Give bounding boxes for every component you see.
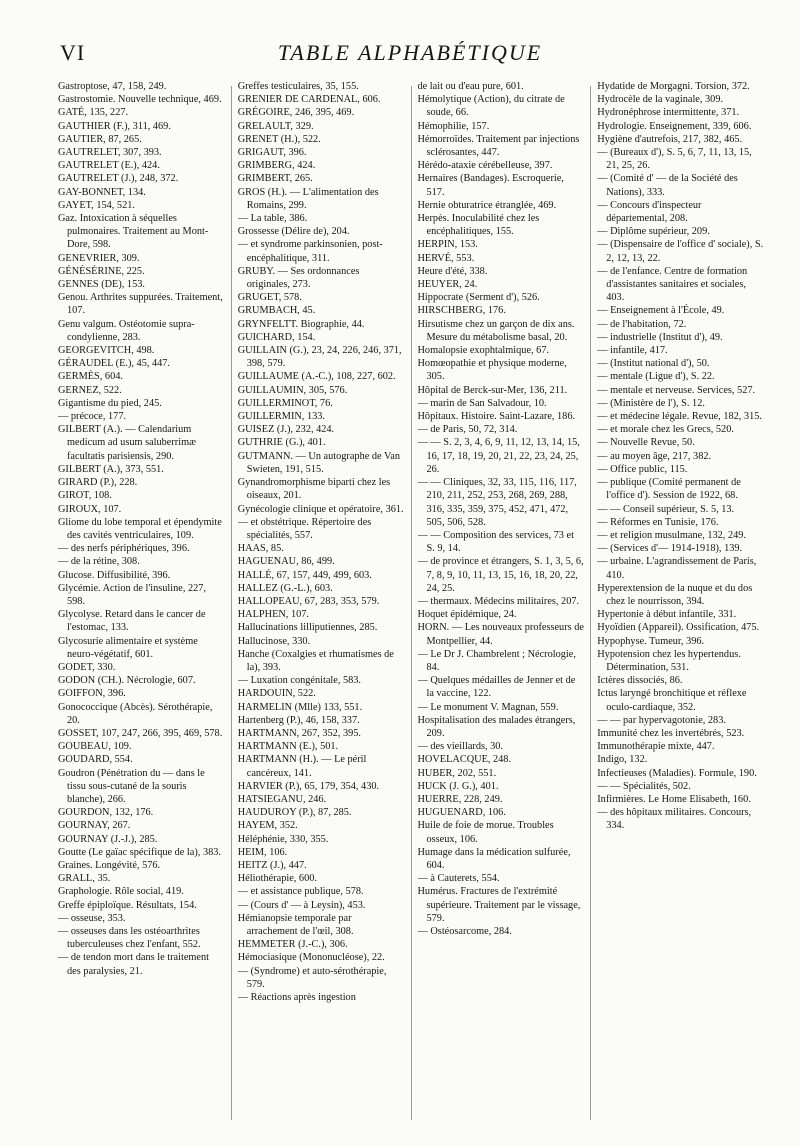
column-divider: [590, 86, 591, 1120]
index-entry: HERVÉ, 553.: [417, 252, 475, 264]
index-entry: Gastrostomie. Nouvelle technique, 469.: [58, 94, 222, 106]
index-entry: — des nerfs périphériques, 396.: [58, 543, 190, 555]
index-entry: Greffes testiculaires, 35, 155.: [237, 81, 359, 92]
index-entry: HUCK (J. G.), 401.: [417, 780, 499, 792]
index-entry: GIRARD (P.), 228.: [58, 477, 138, 489]
index-column-1: [58, 80, 225, 1130]
index-entry: GRUBY. — Ses ordonnances originales, 273.: [237, 265, 360, 291]
index-entry: Humérus. Fractures de l'extrémité supérieure. Traitement par le vissage, 579.: [417, 886, 581, 924]
index-entry: — Nouvelle Revue, 50.: [597, 437, 695, 449]
index-entry: Infirmières. Le Home Elisabeth, 160.: [597, 793, 751, 805]
index-entry: — Diplôme supérieur, 209.: [597, 226, 710, 238]
index-entry: Hérédo-ataxie cérébelleuse, 397.: [417, 160, 553, 172]
index-entry: HARTMANN, 267, 352, 395.: [237, 727, 361, 739]
index-entry: GOSSET, 107, 247, 266, 395, 469, 578.: [58, 727, 223, 739]
index-entry: — publique (Comité permanent de l'office d'). Session de 1922, 68.: [597, 477, 741, 502]
index-entry: GERMÈS, 604.: [58, 371, 123, 383]
index-entry: — des vieillards, 30.: [417, 741, 504, 753]
index-entry: GUILLERMIN, 133.: [237, 411, 325, 423]
index-entry: HARTMANN (E.), 501.: [237, 741, 339, 753]
index-entry: GUILLAIN (G.), 23, 24, 226, 246, 371, 398, 579.: [237, 345, 402, 370]
index-entry: Hémociasique (Mononucléose), 22.: [237, 952, 385, 964]
index-entry: GUTHRIE (G.), 401.: [237, 437, 326, 449]
index-entry: GOIFFON, 396.: [58, 688, 126, 700]
index-entry: — (Institut national d'), 50.: [597, 358, 710, 370]
index-entry: GOURNAY (J.-J.), 285.: [58, 833, 158, 845]
index-entry: — infantile, 417.: [597, 345, 668, 357]
index-entry: — de l'habitation, 72.: [597, 318, 687, 330]
index-entry: GUILLAUMIN, 305, 576.: [237, 384, 348, 396]
index-entry: Gliome du lobe temporal et épendymite des cavités ventriculaires, 109.: [58, 516, 222, 541]
index-entry: — — Conseil supérieur, S. 5, 13.: [597, 503, 735, 515]
index-entry: HAAS, 85.: [237, 543, 284, 555]
index-entry: — au moyen âge, 217, 382.: [597, 450, 712, 462]
index-entry: HEIM, 106.: [237, 846, 288, 858]
index-entry: — mentale et nerveuse. Services, 527.: [597, 384, 756, 396]
index-entry: Heure d'été, 338.: [417, 265, 488, 277]
index-entry: — de Paris, 50, 72, 314.: [417, 424, 518, 436]
index-entry: — — Composition des services, 73 et S. 9, 14.: [417, 529, 574, 555]
index-entry: — de l'enfance. Centre de formation d'assistantes sanitaires et sociales, 403.: [597, 265, 748, 304]
index-entry: Hypophyse. Tumeur, 396.: [597, 635, 705, 647]
index-entry: GRUMBACH, 45.: [237, 305, 316, 317]
index-entry: GRUGET, 578.: [237, 292, 302, 304]
index-entry: — marin de San Salvadour, 10.: [417, 397, 547, 409]
index-entry: GAYET, 154, 521.: [58, 199, 135, 211]
index-entry: Hydronéphrose intermittente, 371.: [597, 107, 740, 119]
index-entry: — urbaine. L'agrandissement de Paris, 410.: [597, 556, 757, 581]
index-entry: — (Services d'— 1914-1918), 139.: [597, 543, 743, 555]
index-entry: HAYEM, 352.: [237, 820, 298, 832]
index-entry: — (Comité d' — de la Société des Nations), 333.: [597, 173, 738, 198]
index-entry: Gonococcique (Abcès). Sérothérapie, 20.: [58, 701, 213, 726]
index-entry: Hallucinose, 330.: [237, 635, 311, 647]
index-entry: de lait ou d'eau pure, 601.: [417, 81, 524, 92]
index-entry: Graphologie. Rôle social, 419.: [58, 886, 184, 898]
index-entry: GRELAULT, 329.: [237, 120, 314, 132]
index-entry: Hyperextension de la nuque et du dos chez le nourrisson, 394.: [597, 582, 753, 607]
index-entry: HEMMETER (J.-C.), 306.: [237, 939, 348, 951]
index-entry: GILBERT (A.). — Calendarium medicum ad usum saluberrimæ facultatis parisiensis, 290.: [58, 424, 196, 462]
index-entry: Hémianopsie temporale par arrachement de l'œil, 308.: [237, 912, 354, 937]
index-entry: GÉNÉSÉRINE, 225.: [58, 265, 145, 277]
index-entry: GRENET (H.), 522.: [237, 133, 321, 145]
page-number: VI: [60, 40, 86, 65]
index-entry: — précoce, 177.: [58, 411, 127, 423]
index-entry: GUISEZ (J.), 232, 424.: [237, 424, 335, 436]
index-entry: Hyoïdien (Appareil). Ossification, 475.: [597, 622, 760, 634]
index-entry: — et syndrome parkinsonien, post-encéphalitique, 311.: [237, 239, 383, 264]
index-entry: — et obstétrique. Répertoire des spécialités, 557.: [237, 516, 372, 541]
index-entry: — La table, 386.: [237, 213, 308, 225]
index-entry: HUGUENARD, 106.: [417, 807, 506, 819]
index-entry: Herpès. Inoculabilité chez les encéphalitiques, 155.: [417, 213, 540, 238]
index-entry: GAUTIER, 87, 265.: [58, 133, 142, 145]
index-entry: HALLOPEAU, 67, 283, 353, 579.: [237, 595, 380, 607]
index-entry: Glucose. Diffusibilité, 396.: [58, 569, 171, 581]
index-entry: — osseuses dans les ostéoarthrites tuberculeuses chez l'enfant, 552.: [58, 926, 201, 951]
index-entry: HATSIEGANU, 246.: [237, 793, 327, 805]
page-header: [60, 40, 760, 70]
index-entry: GODET, 330.: [58, 661, 116, 673]
index-entry: — thermaux. Médecins militaires, 207.: [417, 595, 580, 607]
index-entry: HOVELACQUE, 248.: [417, 754, 512, 766]
index-entry: GILBERT (A.), 373, 551.: [58, 463, 164, 475]
index-entry: Héléphénie, 330, 355.: [237, 833, 329, 845]
index-entry: GAY-BONNET, 134.: [58, 186, 146, 198]
index-entry: Hernaires (Bandages). Escroquerie, 517.: [417, 173, 564, 198]
index-entry: Ictus laryngé bronchitique et réflexe oculo-cardiaque, 352.: [597, 688, 747, 713]
index-entry: — et assistance publique, 578.: [237, 886, 364, 898]
index-entry: GRIMBERG, 424.: [237, 160, 316, 172]
index-entry: GEORGEVITCH, 498.: [58, 345, 155, 357]
index-entry: Hanche (Coxalgies et rhumatismes de la), 393.: [237, 648, 394, 673]
index-entry: Hoquet épidémique, 24.: [417, 609, 517, 621]
column-divider: [231, 86, 232, 1120]
index-entry: — et morale chez les Grecs, 520.: [597, 424, 734, 436]
index-entry: GERNEZ, 522.: [58, 384, 122, 396]
index-entry: HALPHEN, 107.: [237, 609, 309, 621]
index-entry: HAGUENAU, 86, 499.: [237, 556, 335, 568]
index-entry: HEUYER, 24.: [417, 279, 478, 291]
index-entry: Grossesse (Délire de), 204.: [237, 226, 350, 238]
index-entry: GOURDON, 132, 176.: [58, 807, 154, 819]
index-entry: Hydatide de Morgagni. Torsion, 372.: [597, 81, 750, 92]
index-entry: — — S. 2, 3, 4, 6, 9, 11, 12, 13, 14, 15, 16, 17, 18, 19, 20, 21, 22, 23, 24, 25, 26.: [417, 437, 580, 475]
index-entry: Hôpitaux. Histoire. Saint-Lazare, 186.: [417, 411, 576, 423]
index-entry: — (Cours d' — à Leysin), 453.: [237, 899, 366, 911]
index-entry: Hémorroïdes. Traitement par injections sclérosantes, 447.: [417, 133, 580, 159]
index-entry: — (Dispensaire de l'office d' sociale), S. 2, 12, 13, 22.: [597, 239, 764, 264]
index-entry: Hémophilie, 157.: [417, 120, 490, 132]
index-entry: GROS (H.). — L'alimentation des Romains, 299.: [237, 186, 379, 211]
index-entry: Hospitalisation des malades étrangers, 209.: [417, 714, 576, 739]
index-entry: — (Syndrome) et auto-sérothérapie, 579.: [237, 965, 387, 990]
index-entry: Hémolytique (Action), du citrate de soude, 66.: [417, 94, 565, 119]
index-entry: GRALL, 35.: [58, 873, 111, 885]
index-entry: Infectieuses (Maladies). Formule, 190.: [597, 767, 757, 779]
index-entry: Homœopathie et physique moderne, 305.: [417, 358, 567, 383]
index-entry: GOUBEAU, 109.: [58, 741, 132, 753]
index-entry: — (Ministère de l'), S. 12.: [597, 397, 705, 409]
index-entry: Hypertonie à début infantile, 331.: [597, 609, 737, 621]
index-entry: Greffe épiploïque. Résultats, 154.: [58, 899, 197, 911]
index-entry: — Enseignement à l'École, 49.: [597, 305, 725, 317]
index-entry: — et religion musulmane, 132, 249.: [597, 529, 746, 541]
index-entry: GIROUX, 107.: [58, 503, 122, 515]
index-entry: GUILLAUME (A.-C.), 108, 227, 602.: [237, 371, 396, 383]
index-entry: GAUTHIER (F.), 311, 469.: [58, 120, 171, 132]
index-entry: GIROT, 108.: [58, 490, 112, 502]
index-entry: GRIMBERT, 265.: [237, 173, 313, 185]
index-entry: Hygiène d'autrefois, 217, 382, 465.: [597, 133, 743, 145]
index-entry: Glycosurie alimentaire et système neuro-végétatif, 601.: [58, 635, 198, 660]
index-entry: HERPIN, 153.: [417, 239, 478, 251]
index-entry: Ictères dissociés, 86.: [597, 675, 683, 687]
index-entry: — Ostéosarcome, 284.: [417, 926, 512, 937]
index-entry: GRIGAUT, 396.: [237, 147, 307, 159]
index-entry: Hallucinations lilliputiennes, 285.: [237, 622, 378, 634]
index-entry: Huile de foie de morue. Troubles osseux, 106.: [417, 820, 554, 845]
index-entry: GRENIER DE CARDENAL, 606.: [237, 94, 381, 106]
index-entry: Hôpital de Berck-sur-Mer, 136, 211.: [417, 384, 568, 396]
index-entry: GENEVRIER, 309.: [58, 252, 140, 264]
index-entry: — osseuse, 353.: [58, 912, 126, 924]
index-entry: GOUDARD, 554.: [58, 754, 133, 766]
index-column-2: [238, 80, 405, 1130]
index-entry: Gigantisme du pied, 245.: [58, 397, 162, 409]
index-entry: Glycolyse. Retard dans le cancer de l'estomac, 133.: [58, 609, 206, 634]
index-entry: GOURNAY, 267.: [58, 820, 131, 832]
index-entry: GRYNFELTT. Biographie, 44.: [237, 318, 365, 330]
index-entry: HUBER, 202, 551.: [417, 767, 497, 779]
index-entry: Gaz. Intoxication à séquelles pulmonaires. Traitement au Mont-Dore, 598.: [58, 213, 209, 251]
index-column-3: [418, 80, 585, 1130]
index-entry: — à Cauterets, 554.: [417, 873, 500, 885]
index-entry: Immunité chez les invertébrés, 523.: [597, 727, 745, 739]
index-entry: HARDOUIN, 522.: [237, 688, 316, 700]
index-entry: HUERRE, 228, 249.: [417, 793, 503, 805]
index-entry: — — Spécialités, 502.: [597, 780, 691, 792]
index-columns: [58, 80, 764, 1130]
column-divider: [411, 86, 412, 1120]
index-entry: — industrielle (Institut d'), 49.: [597, 331, 723, 343]
index-entry: Hirsutisme chez un garçon de dix ans. Mesure du métabolisme basal, 20.: [417, 318, 575, 343]
index-entry: GENNES (DE), 153.: [58, 279, 145, 291]
index-entry: GUICHARD, 154.: [237, 331, 316, 343]
index-entry: — Quelques médailles de Jenner et de la vaccine, 122.: [417, 675, 576, 700]
index-entry: Humage dans la médication sulfurée, 604.: [417, 846, 571, 871]
index-entry: GÉRAUDEL (E.), 45, 447.: [58, 358, 171, 370]
index-entry: GUTMANN. — Un autographe de Van Swieten, 191, 515.: [237, 450, 400, 475]
index-entry: GUILLERMINOT, 76.: [237, 397, 333, 409]
index-entry: Hypotension chez les hypertendus. Détermination, 531.: [597, 648, 741, 673]
index-entry: HARMELIN (Mlle) 133, 551.: [237, 701, 363, 713]
index-entry: Genou. Arthrites suppurées. Traitement, 107.: [58, 292, 223, 317]
index-entry: HIRSCHBERG, 176.: [417, 305, 506, 317]
index-entry: — de tendon mort dans le traitement des paralysies, 21.: [58, 952, 209, 977]
index-entry: — Réformes en Tunisie, 176.: [597, 516, 719, 528]
index-entry: — Le Dr J. Chambrelent ; Nécrologie, 84.: [417, 648, 576, 673]
index-entry: Immunothérapie mixte, 447.: [597, 741, 715, 753]
index-entry: — (Bureaux d'), S. 5, 6, 7, 11, 13, 15, 21, 25, 26.: [597, 147, 752, 172]
index-entry: GAUTRELET (J.), 248, 372.: [58, 173, 179, 185]
index-entry: GODON (CH.). Nécrologie, 607.: [58, 675, 196, 687]
index-entry: Goudron (Pénétration du — dans le tissu sous-cutané de la souris blanche), 266.: [58, 767, 205, 805]
index-entry: — de la rétine, 308.: [58, 556, 140, 568]
page-title: TABLE ALPHABÉTIQUE: [277, 40, 543, 65]
index-entry: Gynécologie clinique et opératoire, 361.: [237, 503, 404, 515]
index-entry: — Le monument V. Magnan, 559.: [417, 701, 559, 713]
index-entry: Hernie obturatrice étranglée, 469.: [417, 199, 557, 211]
index-entry: HALLEZ (G.-L.), 603.: [237, 582, 333, 594]
index-entry: Hydrocèle de la vaginale, 309.: [597, 94, 724, 106]
index-entry: — de province et étrangers, S. 1, 3, 5, 6, 7, 8, 9, 10, 11, 13, 15, 16, 18, 20, 22, 24, 25.: [417, 556, 584, 594]
index-entry: Hartenberg (P.), 46, 158, 337.: [237, 714, 360, 726]
index-entry: Goutte (Le gaïac spécifique de la), 383.: [58, 846, 221, 858]
index-entry: Graines. Longévité, 576.: [58, 859, 161, 871]
index-entry: Glycémie. Action de l'insuline, 227, 598.: [58, 582, 206, 607]
index-entry: — des hôpitaux militaires. Concours, 334.: [597, 807, 752, 832]
index-entry: — Concours d'inspecteur départemental, 208.: [597, 199, 702, 225]
index-entry: Gastroptose, 47, 158, 249.: [58, 81, 167, 92]
index-entry: GATÉ, 135, 227.: [58, 107, 129, 119]
index-entry: HARTMANN (H.). — Le péril cancéreux, 141.: [237, 754, 367, 779]
index-entry: — et médecine légale. Revue, 182, 315.: [597, 411, 762, 423]
index-column-4: [597, 80, 764, 1130]
index-entry: — Office public, 115.: [597, 463, 688, 475]
index-entry: GRÉGOIRE, 246, 395, 469.: [237, 107, 355, 119]
index-entry: Genu valgum. Ostéotomie supra-condylienne, 283.: [58, 318, 195, 343]
index-entry: HALLÉ, 67, 157, 449, 499, 603.: [237, 569, 372, 581]
index-entry: Indigo, 132.: [597, 754, 648, 766]
index-entry: HORN. — Les nouveaux professeurs de Montpellier, 44.: [417, 622, 584, 647]
index-entry: — — Cliniques, 32, 33, 115, 116, 117, 210, 211, 252, 253, 268, 269, 288, 316, 335, 359, 375, 452, 471, 472, 505, 506, 528.: [417, 477, 577, 528]
index-entry: HARVIER (P.), 65, 179, 354, 430.: [237, 780, 380, 792]
index-entry: — — par hypervagotonie, 283.: [597, 714, 726, 726]
index-entry: — Luxation congénitale, 583.: [237, 675, 361, 687]
index-entry: HAUDUROY (P.), 87, 285.: [237, 807, 352, 819]
index-entry: Homalopsie exophtalmique, 67.: [417, 345, 550, 357]
index-entry: Héliothérapie, 600.: [237, 873, 317, 885]
index-entry: Gynandromorphisme biparti chez les oiseaux, 201.: [237, 477, 391, 502]
index-entry: GAUTRELET, 307, 393.: [58, 147, 162, 159]
index-entry: — mentale (Ligue d'), S. 22.: [597, 371, 715, 383]
index-entry: Hippocrate (Serment d'), 526.: [417, 292, 540, 304]
index-entry: — Réactions après ingestion: [237, 992, 356, 1004]
index-entry: GAUTRELET (E.), 424.: [58, 160, 160, 172]
index-entry: Hydrologie. Enseignement, 339, 606.: [597, 120, 752, 132]
index-entry: HEITZ (J.), 447.: [237, 859, 307, 871]
